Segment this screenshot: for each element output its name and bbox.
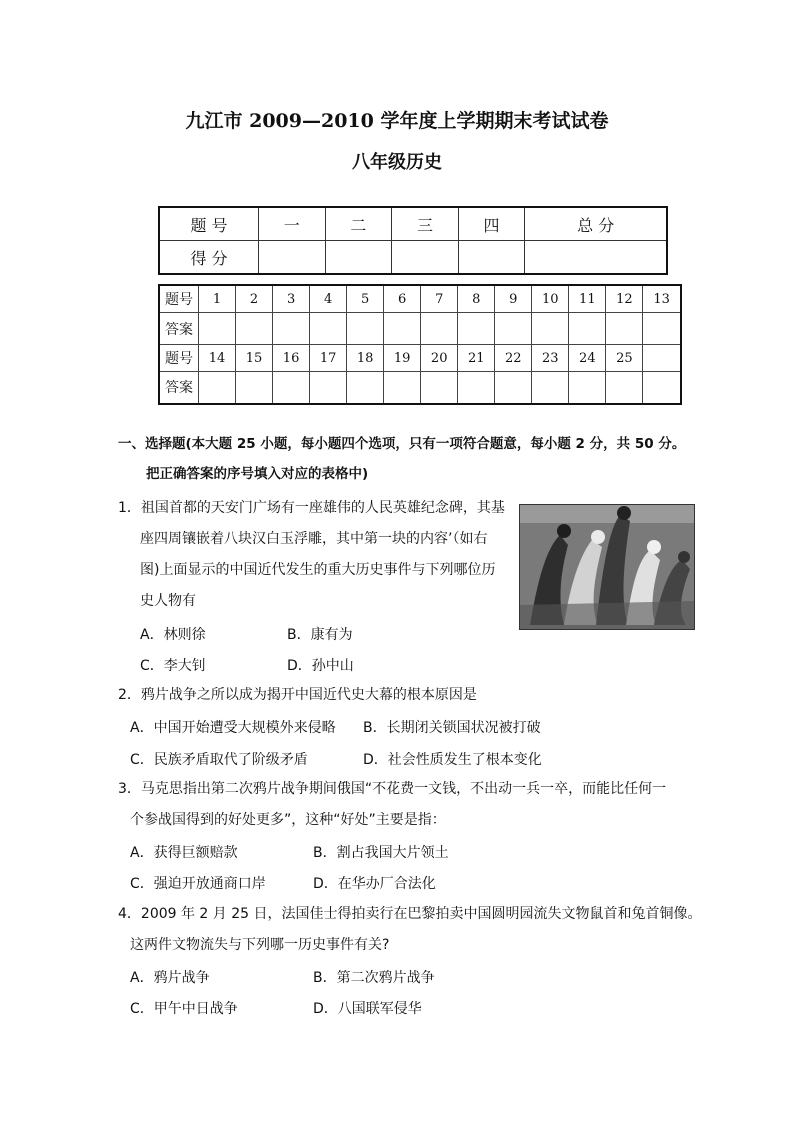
answer-cell[interactable]	[606, 372, 643, 404]
question-number	[643, 345, 681, 372]
question-number: 13	[643, 285, 681, 313]
answer-cell[interactable]	[532, 313, 569, 345]
question-number: 10	[532, 285, 569, 313]
section-heading: 一、选择题(本大题 25 小题，每小题四个选项，只有一项符合题意，每小题 2 分，共 50 分。	[118, 436, 686, 452]
score-col-2: 二	[325, 207, 392, 241]
answer-cell[interactable]	[273, 313, 310, 345]
question-number: 20	[421, 345, 458, 372]
score-col-1: 一	[259, 207, 326, 241]
score-cell[interactable]	[392, 241, 459, 275]
answer-cell[interactable]	[569, 313, 606, 345]
score-label-question: 题 号	[159, 207, 259, 241]
answer-cell[interactable]	[236, 372, 273, 404]
question-3-option-c[interactable]: C．强迫开放通商口岸	[130, 876, 266, 892]
question-number: 24	[569, 345, 606, 372]
answer-cell[interactable]	[273, 372, 310, 404]
question-1-line-2: 座四周镶嵌着八块汉白玉浮雕，其中第一块的内容’（如右	[140, 531, 488, 547]
question-1-option-b[interactable]: B．康有为	[287, 627, 353, 643]
question-3-option-a[interactable]: A．获得巨额赔款	[130, 845, 238, 861]
score-cell[interactable]	[325, 241, 392, 275]
answer-cell[interactable]	[199, 313, 236, 345]
score-value-row	[159, 241, 667, 275]
answer-cell[interactable]	[643, 313, 681, 345]
question-3-option-d[interactable]: D．在华办厂合法化	[313, 876, 436, 892]
answer-label: 答案	[159, 313, 199, 345]
answer-cell[interactable]	[458, 313, 495, 345]
answer-cell[interactable]	[495, 372, 532, 404]
question-number: 12	[606, 285, 643, 313]
question-number: 18	[347, 345, 384, 372]
question-3-line-1: 3．马克思指出第二次鸦片战争期间俄国“不花费一文钱，不出动一兵一卒，而能比任何一	[118, 781, 667, 797]
answer-cell[interactable]	[606, 313, 643, 345]
score-cell[interactable]	[525, 241, 667, 275]
score-col-total: 总 分	[525, 207, 667, 241]
question-number: 8	[458, 285, 495, 313]
question-number: 6	[384, 285, 421, 313]
question-number: 5	[347, 285, 384, 313]
answer-cell[interactable]	[569, 372, 606, 404]
question-1-option-d[interactable]: D．孙中山	[287, 658, 354, 674]
question-number: 23	[532, 345, 569, 372]
question-number: 21	[458, 345, 495, 372]
question-1-option-c[interactable]: C．李大钊	[140, 658, 206, 674]
question-number: 16	[273, 345, 310, 372]
question-number: 15	[236, 345, 273, 372]
answer-cell[interactable]	[236, 313, 273, 345]
answer-cell[interactable]	[384, 313, 421, 345]
answer-cell[interactable]	[199, 372, 236, 404]
question-number: 3	[273, 285, 310, 313]
question-4-option-b[interactable]: B．第二次鸦片战争	[313, 970, 435, 986]
question-number: 22	[495, 345, 532, 372]
answer-cell[interactable]	[421, 313, 458, 345]
question-4-option-d[interactable]: D．八国联军侵华	[313, 1001, 422, 1017]
exam-subtitle: 八年级历史	[352, 152, 442, 173]
question-number: 4	[310, 285, 347, 313]
question-2-option-a[interactable]: A．中国开始遭受大规模外来侵略	[130, 720, 336, 736]
question-number: 9	[495, 285, 532, 313]
question-4-option-c[interactable]: C．甲午中日战争	[130, 1001, 238, 1017]
score-header-row	[159, 207, 667, 241]
question-3-line-2: 个参战国得到的好处更多”，这种“好处”主要是指：	[130, 812, 446, 828]
question-number: 17	[310, 345, 347, 372]
score-label-points: 得 分	[159, 241, 259, 275]
answer-cell[interactable]	[421, 372, 458, 404]
question-1-option-a[interactable]: A．林则徐	[140, 627, 206, 643]
answer-cell[interactable]	[458, 372, 495, 404]
question-number: 25	[606, 345, 643, 372]
answer-cell[interactable]	[495, 313, 532, 345]
question-number: 2	[236, 285, 273, 313]
question-2-option-c[interactable]: C．民族矛盾取代了阶级矛盾	[130, 752, 308, 768]
relief-illustration	[520, 505, 694, 629]
answer-table	[158, 284, 682, 405]
score-col-3: 三	[392, 207, 459, 241]
answer-cell[interactable]	[310, 372, 347, 404]
question-number: 7	[421, 285, 458, 313]
monument-relief-image	[519, 504, 695, 630]
question-number-label: 题号	[159, 345, 199, 372]
question-1-line-4: 史人物有	[140, 593, 196, 609]
exam-title: 九江市 2009—2010 学年度上学期期末考试试卷	[185, 110, 609, 132]
answer-row-2	[159, 372, 681, 404]
question-2-line-1: 2．鸦片战争之所以成为揭开中国近代史大幕的根本原因是	[118, 687, 477, 703]
question-4-option-a[interactable]: A．鸦片战争	[130, 970, 210, 986]
answer-row-1	[159, 313, 681, 345]
question-number-label: 题号	[159, 285, 199, 313]
answer-cell[interactable]	[310, 313, 347, 345]
score-table	[158, 206, 668, 275]
question-number: 1	[199, 285, 236, 313]
answer-cell[interactable]	[384, 372, 421, 404]
question-number: 19	[384, 345, 421, 372]
question-1-line-1: 1．祖国首都的天安门广场有一座雄伟的人民英雄纪念碑，其基	[118, 500, 505, 516]
answer-cell[interactable]	[347, 313, 384, 345]
question-1-line-3: 图)上面显示的中国近代发生的重大历史事件与下列哪位历	[140, 562, 496, 578]
answer-num-row-2	[159, 345, 681, 372]
question-4-line-2: 这两件文物流失与下列哪一历史事件有关?	[130, 937, 390, 953]
answer-num-row-1	[159, 285, 681, 313]
question-4-line-1: 4．2009 年 2 月 25 日，法国佳士得拍卖行在巴黎拍卖中国圆明园流失文物鼠首和兔首铜像。	[118, 906, 702, 922]
question-number: 11	[569, 285, 606, 313]
answer-cell[interactable]	[643, 372, 681, 404]
section-instruction: 把正确答案的序号填入对应的表格中)	[146, 466, 369, 482]
question-2-option-b[interactable]: B．长期闭关锁国状况被打破	[363, 720, 541, 736]
answer-cell[interactable]	[347, 372, 384, 404]
answer-label: 答案	[159, 372, 199, 404]
answer-cell[interactable]	[532, 372, 569, 404]
question-3-option-b[interactable]: B．割占我国大片领土	[313, 845, 449, 861]
score-cell[interactable]	[458, 241, 525, 275]
question-2-option-d[interactable]: D．社会性质发生了根本变化	[363, 752, 542, 768]
score-col-4: 四	[458, 207, 525, 241]
score-cell[interactable]	[259, 241, 326, 275]
question-number: 14	[199, 345, 236, 372]
